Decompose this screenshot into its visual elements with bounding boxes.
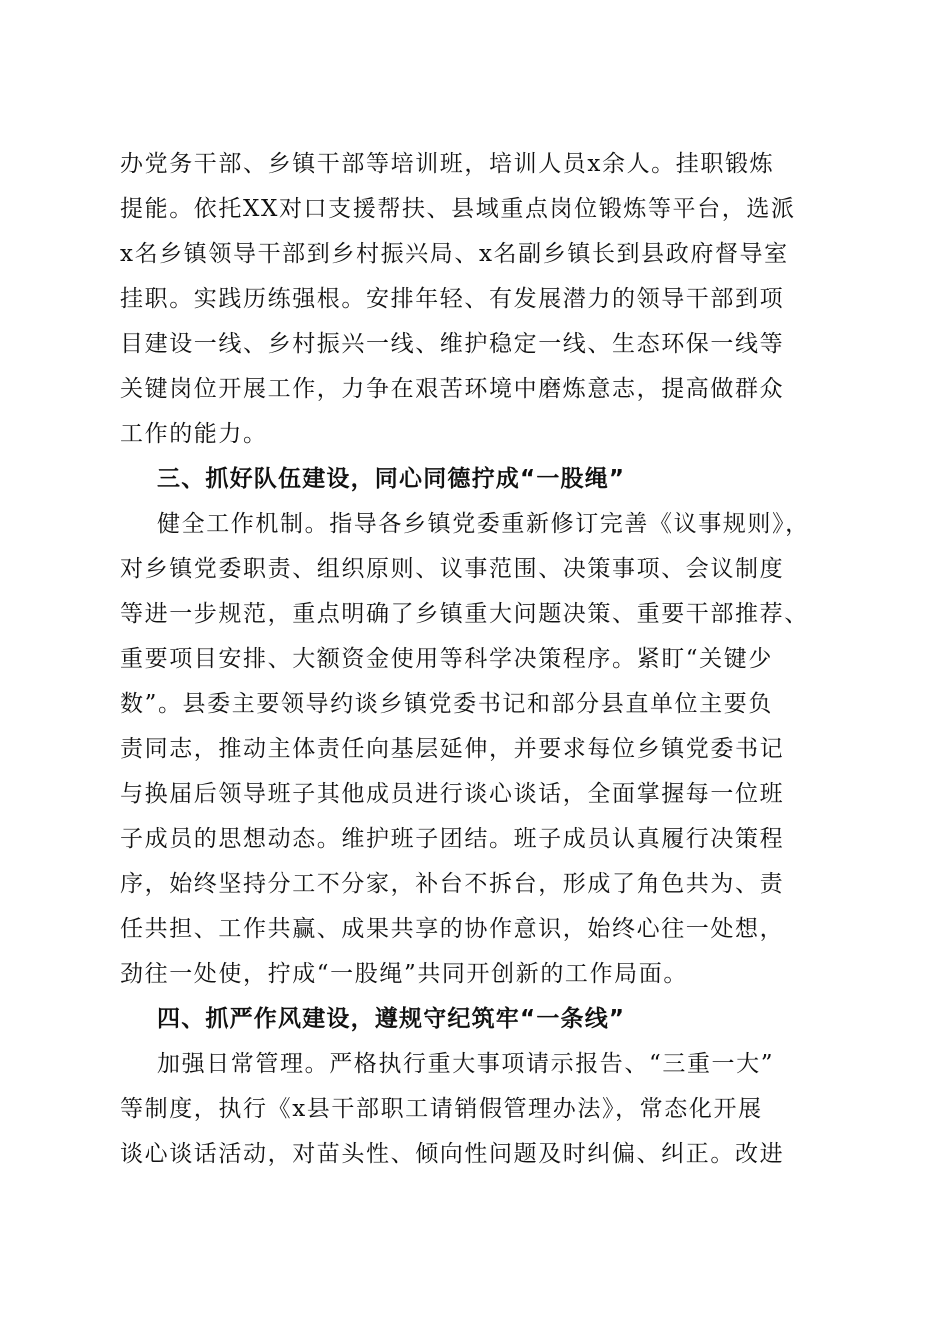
paragraph-line: 等进一步规范，重点明确了乡镇重大问题决策、重要干部推荐、 xyxy=(120,601,809,627)
paragraph-line: 责同志，推动主体责任向基层延伸，并要求每位乡镇党委书记 xyxy=(120,736,785,762)
paragraph-line: 数”。县委主要领导约谈乡镇党委书记和部分县直单位主要负 xyxy=(120,691,773,717)
paragraph-line: 办党务干部、乡镇干部等培训班，培训人员x余人。挂职锻炼 xyxy=(120,151,775,177)
paragraph-line: 序，始终坚持分工不分家，补台不拆台，形成了角色共为、责 xyxy=(120,871,785,897)
paragraph-line: 与换届后领导班子其他成员进行谈心谈话，全面掌握每一位班 xyxy=(120,781,785,807)
paragraph-line: 健全工作机制。指导各乡镇党委重新修订完善《议事规则》， xyxy=(157,511,810,537)
paragraph-line: 加强日常管理。严格执行重大事项请示报告、“三重一大” xyxy=(157,1051,775,1077)
paragraph-training-and-practice xyxy=(120,142,832,457)
paragraph-work-style xyxy=(120,1042,832,1177)
paragraph-line: 子成员的思想动态。维护班子团结。班子成员认真履行决策程 xyxy=(120,826,785,852)
paragraph-line: 关键岗位开展工作，力争在艰苦环境中磨炼意志，提高做群众 xyxy=(120,376,785,402)
paragraph-line: 谈心谈话活动，对苗头性、倾向性问题及时纠偏、纠正。改进 xyxy=(120,1141,785,1167)
paragraph-line: 任共担、工作共赢、成果共享的协作意识，始终心往一处想， xyxy=(120,916,785,942)
paragraph-line: 劲往一处使，拧成“一股绳”共同开创新的工作局面。 xyxy=(120,961,688,987)
paragraph-line: 等制度，执行《x县干部职工请销假管理办法》，常态化开展 xyxy=(120,1096,763,1122)
paragraph-line: 重要项目安排、大额资金使用等科学决策程序。紧盯“关键少 xyxy=(120,646,773,672)
paragraph-line: 工作的能力。 xyxy=(120,421,268,447)
section-heading-3: 三、抓好队伍建设，同心同德拧成“一股绳” xyxy=(157,466,626,492)
paragraph-line: x名乡镇领导干部到乡村振兴局、x名副乡镇长到县政府督导室 xyxy=(120,241,789,267)
paragraph-team-building xyxy=(120,502,832,997)
section-heading-4: 四、抓严作风建设，遵规守纪筑牢“一条线” xyxy=(157,1006,626,1032)
paragraph-line: 目建设一线、乡村振兴一线、维护稳定一线、生态环保一线等 xyxy=(120,331,785,357)
paragraph-line: 对乡镇党委职责、组织原则、议事范围、决策事项、会议制度 xyxy=(120,556,785,582)
paragraph-line: 提能。依托XX对口支援帮扶、县域重点岗位锻炼等平台，选派 xyxy=(120,196,796,222)
body-text xyxy=(120,142,832,1177)
paragraph-line: 挂职。实践历练强根。安排年轻、有发展潜力的领导干部到项 xyxy=(120,286,785,312)
